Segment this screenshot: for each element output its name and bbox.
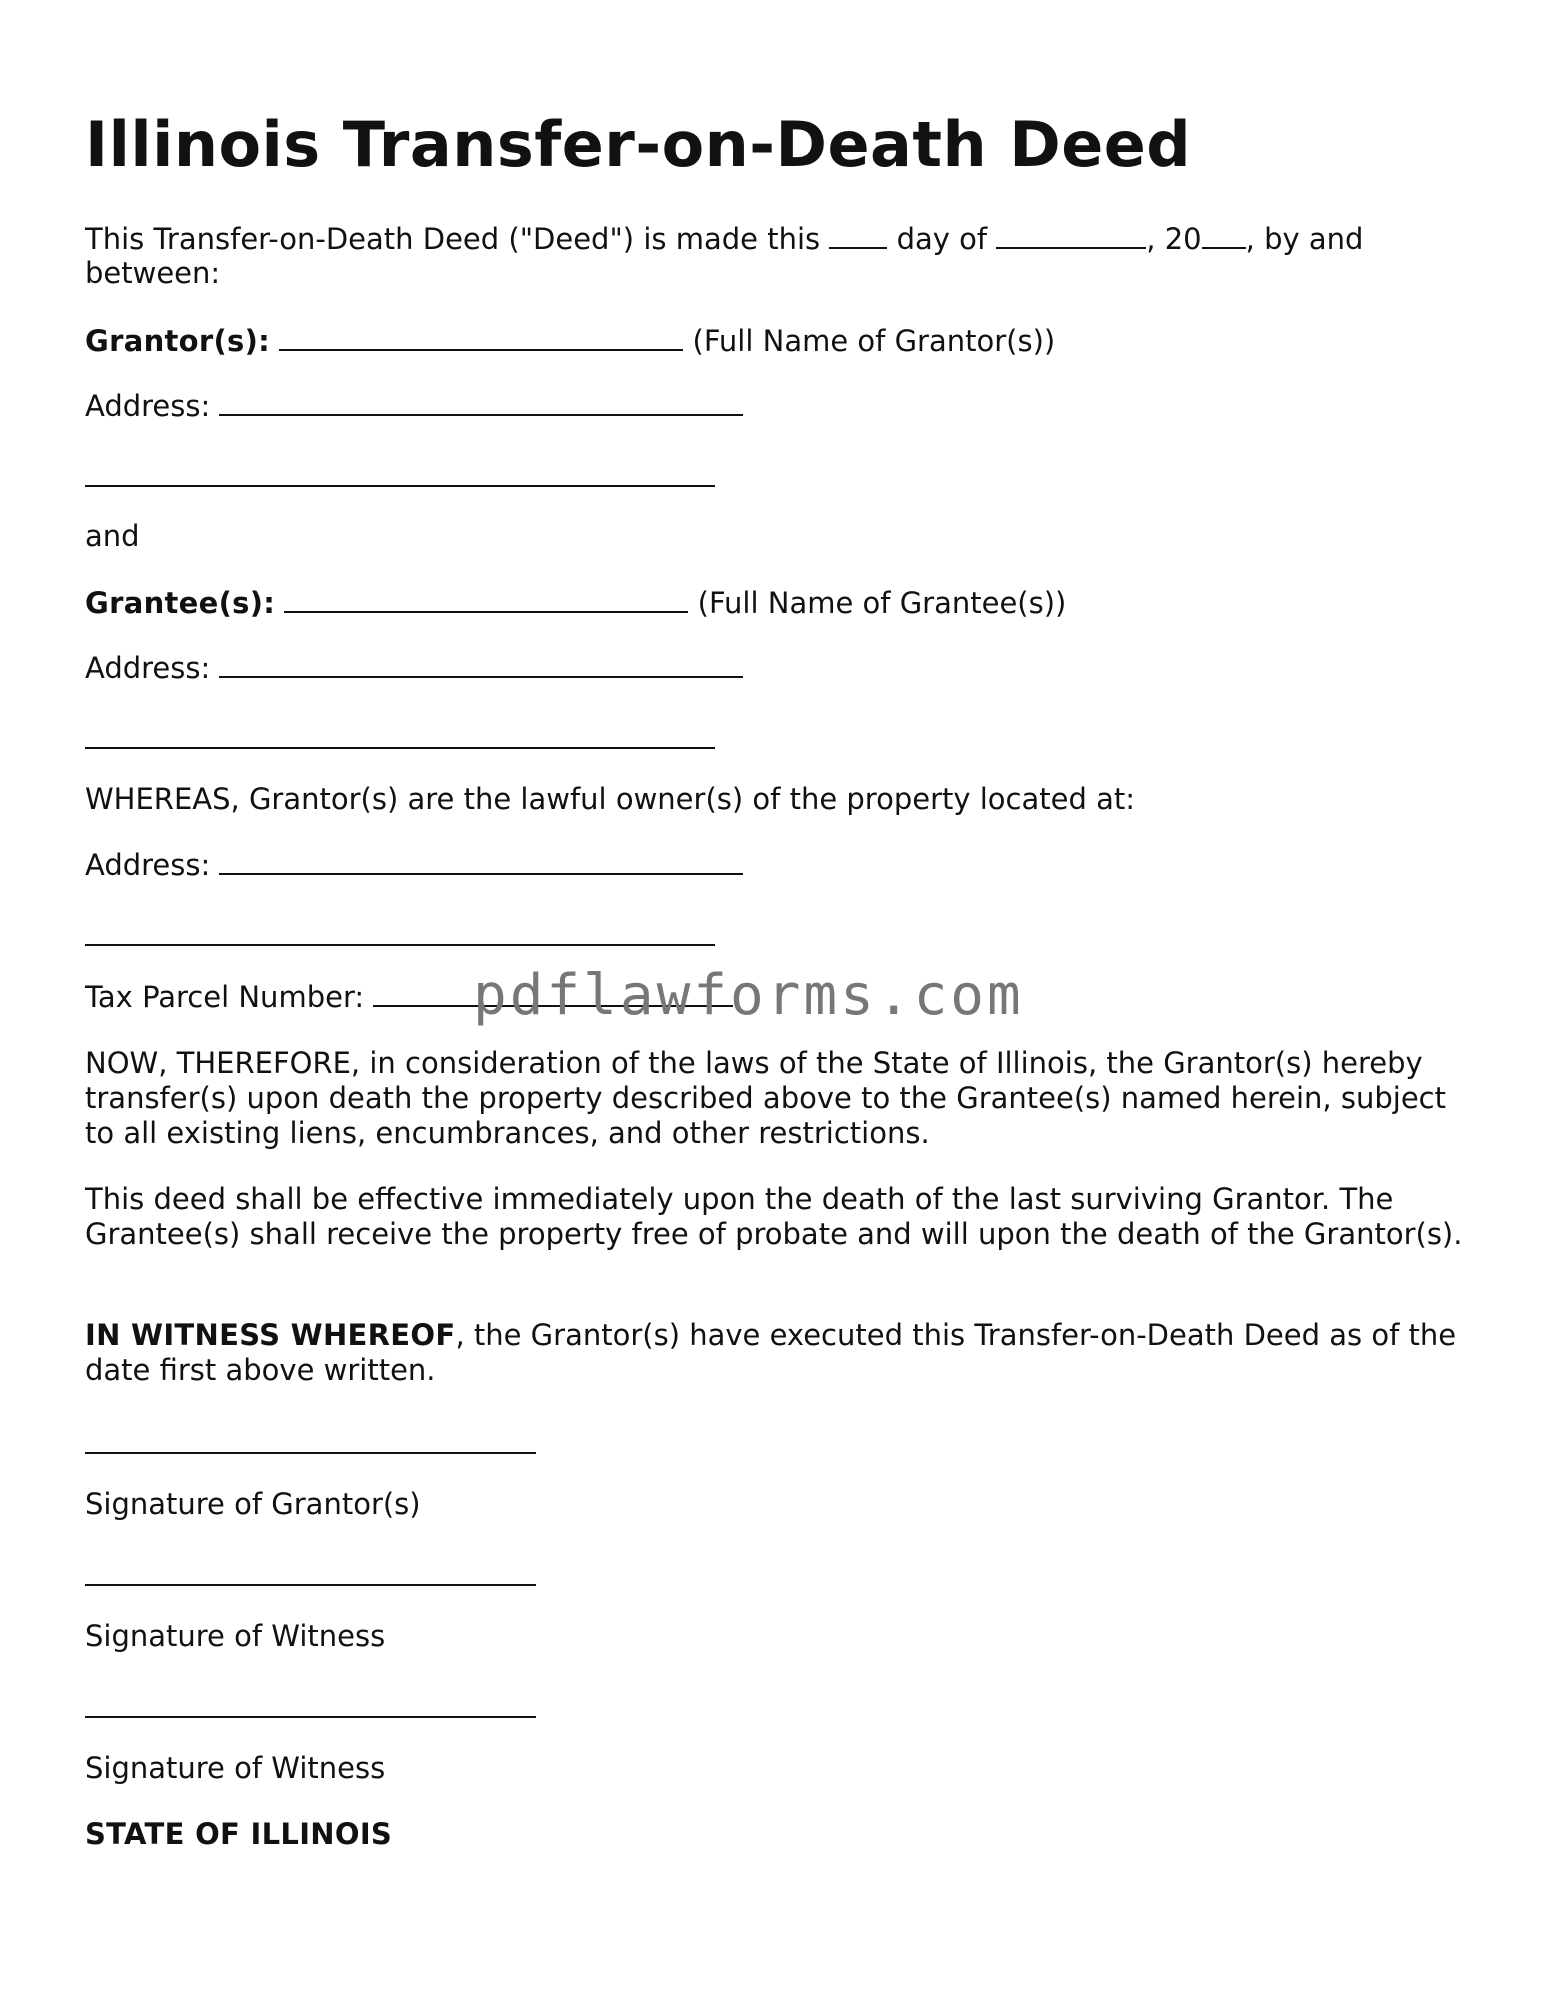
year-blank[interactable] (1202, 221, 1246, 249)
day-blank[interactable] (829, 221, 887, 249)
witness2-signature-label: Signature of Witness (85, 1751, 386, 1785)
intro-text-4: , by and (1245, 222, 1364, 256)
now-therefore-paragraph: NOW, THEREFORE, in consideration of the laws of the State of Illinois, the Grantor(s) hereby transfer(s) upon death the property described above to the Grantee(s) named herein, subject to all existing liens, encumbrances, and other restrictions. (85, 1046, 1446, 1150)
property-address-line-2[interactable] (85, 944, 715, 946)
grantor-label: Grantor(s): (85, 324, 271, 358)
grantee-label: Grantee(s): (85, 586, 276, 620)
intro-text-2: day of (896, 222, 988, 256)
grantee-line (85, 585, 1066, 621)
watermark: pdflawforms.com (473, 963, 1024, 1028)
grantor-line (85, 323, 1055, 359)
grantor-signature-label: Signature of Grantor(s) (85, 1487, 421, 1521)
property-address-blank[interactable] (219, 847, 743, 875)
whereas-text: WHEREAS, Grantor(s) are the lawful owner(s) of the property located at: (85, 782, 1136, 816)
grantor-address-line-2[interactable] (85, 485, 715, 487)
witness-rest: , the Grantor(s) have executed this Transfer-on-Death Deed as of the date first above written. (85, 1318, 1457, 1387)
grantor-address-line (85, 388, 743, 424)
state-heading: STATE OF ILLINOIS (85, 1817, 393, 1851)
grantee-address-line (85, 650, 743, 686)
grantor-signature-line[interactable] (85, 1452, 536, 1454)
intro-between: between: (85, 256, 221, 290)
property-address-label: Address: (85, 848, 211, 882)
grantee-hint: (Full Name of Grantee(s)) (697, 586, 1067, 620)
intro-text-3: , 20 (1146, 222, 1202, 256)
grantor-address-blank[interactable] (219, 388, 743, 416)
grantor-hint: (Full Name of Grantor(s)) (692, 324, 1056, 358)
grantor-address-label: Address: (85, 389, 211, 423)
intro-line (85, 221, 1363, 257)
witness1-signature-label: Signature of Witness (85, 1619, 386, 1653)
effective-paragraph: This deed shall be effective immediately upon the death of the last surviving Grantor. The Grantee(s) shall receive the property free of probate and will upon the death of the Grantor(s). (85, 1182, 1463, 1251)
grantee-address-blank[interactable] (219, 650, 743, 678)
grantee-name-blank[interactable] (284, 585, 688, 613)
tax-parcel-label: Tax Parcel Number: (85, 980, 365, 1014)
property-address-line (85, 847, 743, 883)
grantee-address-line-2[interactable] (85, 747, 715, 749)
witness2-signature-line[interactable] (85, 1716, 536, 1718)
witness-paragraph (85, 1318, 1465, 1388)
document-title: Illinois Transfer-on-Death Deed (85, 108, 1192, 181)
and-text: and (85, 519, 140, 553)
witness-bold: IN WITNESS WHEREOF (85, 1318, 456, 1352)
month-blank[interactable] (996, 221, 1146, 249)
grantee-address-label: Address: (85, 651, 211, 685)
grantor-name-blank[interactable] (279, 323, 683, 351)
intro-text-1: This Transfer-on-Death Deed ("Deed") is made this (85, 222, 821, 256)
witness1-signature-line[interactable] (85, 1584, 536, 1586)
